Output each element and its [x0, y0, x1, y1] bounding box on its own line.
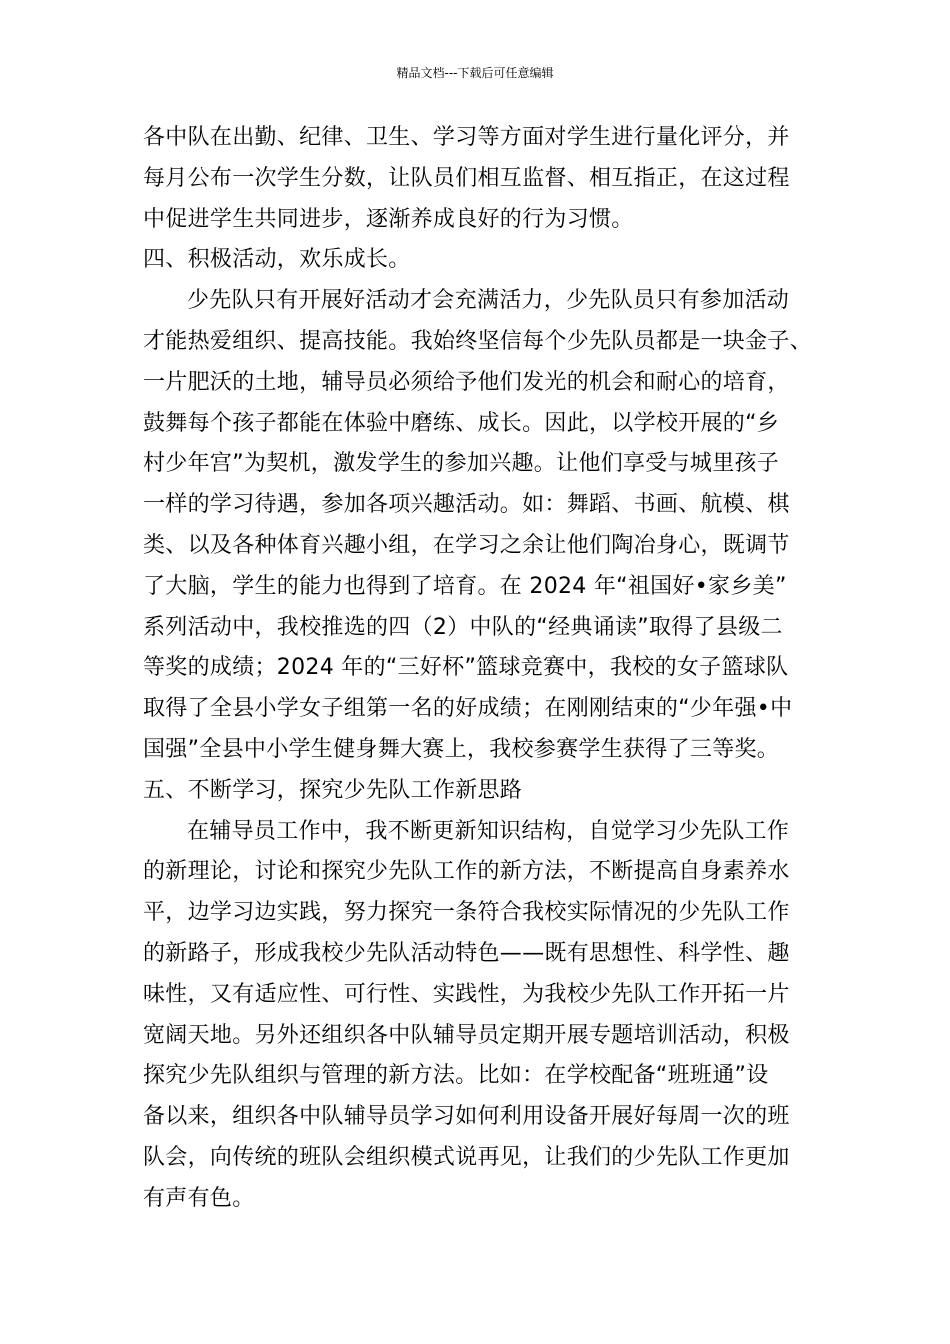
- text-line: 队会，向传统的班队会组织模式说再见，让我们的少先队工作更加: [143, 1144, 790, 1170]
- text-line: 鼓舞每个孩子都能在体验中磨练、成长。因此，以学校开展的“乡: [143, 410, 780, 436]
- text-line: 系列活动中，我校推选的四（2）中队的“经典诵读”取得了县级二: [143, 614, 783, 640]
- text-line: 味性，又有适应性、可行性、实践性，为我校少先队工作开拓一片: [143, 981, 790, 1007]
- text-line: 少先队只有开展好活动才会充满活力，少先队员只有参加活动: [187, 288, 790, 314]
- text-line: 国强”全县中小学生健身舞大赛上，我校参赛学生获得了三等奖。: [143, 736, 780, 762]
- text-line: 有声有色。: [143, 1185, 255, 1211]
- text-line: 村少年宫”为契机，激发学生的参加兴趣。让他们享受与城里孩子: [143, 451, 780, 477]
- text-line: 每月公布一次学生分数，让队员们相互监督、相互指正，在这过程: [143, 165, 790, 191]
- text-line: 宽阔天地。另外还组织各中队辅导员定期开展专题培训活动，积极: [143, 1022, 790, 1048]
- text-line: 备以来，组织各中队辅导员学习如何利用设备开展好每周一次的班: [143, 1104, 790, 1130]
- text-line: 一样的学习待遇，参加各项兴趣活动。如：舞蹈、书画、航模、棋: [143, 492, 790, 518]
- text-line: 四、积极活动，欢乐成长。: [143, 247, 411, 273]
- text-line: 的新理论，讨论和探究少先队工作的新方法，不断提高自身素养水: [143, 859, 790, 885]
- text-line: 等奖的成绩；2024 年的“三好杯”篮球竞赛中，我校的女子篮球队: [143, 655, 789, 681]
- text-line: 探究少先队组织与管理的新方法。比如：在学校配备“班班通”设: [143, 1063, 769, 1089]
- text-line: 类、以及各种体育兴趣小组，在学习之余让他们陶冶身心，既调节: [143, 532, 790, 558]
- page-header: 精品文档---下载后可任意编辑: [396, 66, 554, 80]
- text-line: 才能热爱组织、提高技能。我始终坚信每个少先队员都是一块金子、: [143, 328, 813, 354]
- text-line: 一片肥沃的土地，辅导员必须给予他们发光的机会和耐心的培育，: [143, 369, 790, 395]
- text-line: 各中队在出勤、纪律、卫生、学习等方面对学生进行量化评分，并: [143, 125, 790, 150]
- document-body: [143, 118, 833, 1220]
- text-line: 的新路子，形成我校少先队活动特色——既有思想性、科学性、趣: [143, 940, 790, 966]
- text-line: 在辅导员工作中，我不断更新知识结构，自觉学习少先队工作: [187, 818, 790, 844]
- text-line: 了大脑，学生的能力也得到了培育。在 2024 年“祖国好•家乡美”: [143, 573, 787, 599]
- text-line: 平，边学习边实践，努力探究一条符合我校实际情况的少先队工作: [143, 900, 790, 926]
- text-line: 中促进学生共同进步，逐渐养成良好的行为习惯。: [143, 206, 634, 232]
- text-line: 五、不断学习，探究少先队工作新思路: [143, 777, 523, 803]
- text-line: 取得了全县小学女子组第一名的好成绩；在刚刚结束的“少年强•中: [143, 696, 793, 722]
